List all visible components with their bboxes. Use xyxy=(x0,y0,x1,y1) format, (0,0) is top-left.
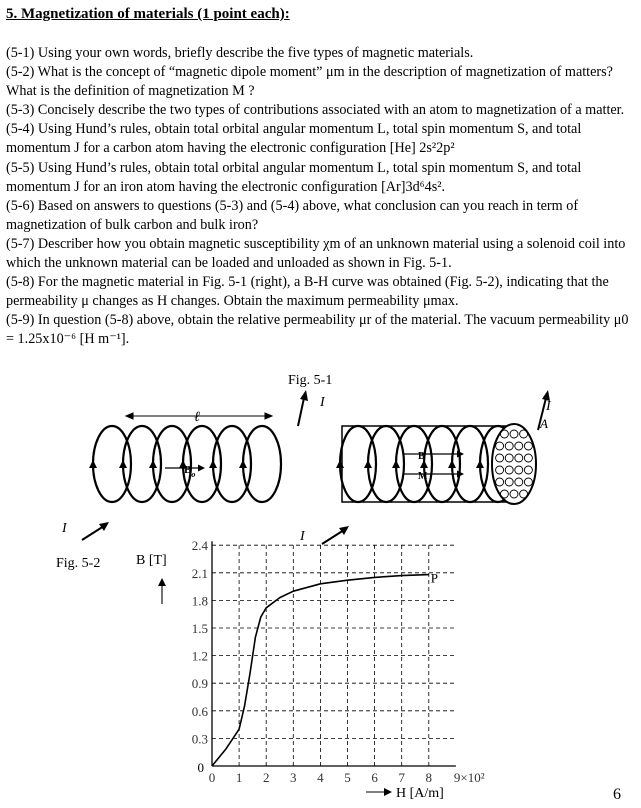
y-tick-label: 2.4 xyxy=(191,540,208,554)
m-label: M xyxy=(418,471,428,482)
bh-curve-chart xyxy=(0,540,641,806)
current-label-left: I xyxy=(62,521,67,536)
x-tick-label: 3 xyxy=(290,770,297,785)
y-tick-label: 0.6 xyxy=(191,703,208,719)
x-axis-label: H [A/m] xyxy=(396,786,444,801)
section-heading: 5. Magnetization of materials (1 point each): xyxy=(6,6,290,22)
current-in-arrow-left xyxy=(82,522,109,540)
question-5-7: (5-7) Describer how you obtain magnetic susceptibility χm of an unknown material using a solenoid coil into which the unknown material can be loaded and unloaded as shown in Fig. 5-1. xyxy=(6,235,626,272)
question-list xyxy=(6,44,636,350)
question-5-5: (5-5) Using Hund’s rules, obtain total orbital angular momentum L, total spin momentum S, and total momentum J for an iron atom having the electronic configuration [Ar]3d⁶4s². xyxy=(6,159,582,195)
x-tick-label: 2 xyxy=(262,770,270,785)
fig2-caption: Fig. 5-2 xyxy=(56,556,101,571)
y-tick-label: 1.2 xyxy=(191,648,208,664)
question-5-1: (5-1) Using your own words, briefly describe the five types of magnetic materials. xyxy=(6,45,474,61)
current-label-right-top: I xyxy=(546,399,551,414)
right-solenoid-coil xyxy=(336,424,536,504)
b-label-right: B xyxy=(418,451,425,462)
y-tick-label: 0.9 xyxy=(191,676,208,692)
question-5-9: (5-9) In question (5-8) above, obtain the relative permeability μr of the material. The vacuum permeability μ0 = 1.25x10⁻⁶ [H m⁻¹]. xyxy=(6,312,629,348)
length-label: ℓ xyxy=(194,410,200,425)
area-label: A xyxy=(540,416,548,431)
coil-turn xyxy=(123,426,161,502)
solenoid-figure xyxy=(0,368,641,546)
coil-turn xyxy=(213,426,251,502)
y-axis-label-arrowhead xyxy=(158,578,166,586)
x-tick-label: 4 xyxy=(317,770,324,785)
question-5-2: (5-2) What is the concept of “magnetic dipole moment” μm in the description of magnetization of matters? What is the definition of magnetization M ? xyxy=(6,64,613,100)
coil-direction-arrowhead xyxy=(239,460,247,468)
x-multiplier-label: 9×10² xyxy=(453,770,485,785)
coil-direction-arrowhead xyxy=(89,460,97,468)
question-5-6: (5-6) Based on answers to questions (5-3) and (5-4) above, what conclusion can you reach in term of magnetization of bulk carbon and bulk iron? xyxy=(6,197,579,233)
y-tick-label: 1.5 xyxy=(191,621,208,636)
x-tick-label: 6 xyxy=(371,770,378,785)
origin-label: 0 xyxy=(197,760,204,775)
question-5-3: (5-3) Concisely describe the two types of contributions associated with an atom to magnetization of a matter. xyxy=(6,102,625,119)
x-axis-label-arrowhead xyxy=(384,788,392,796)
x-tick-label: 7 xyxy=(398,770,405,785)
fig1-caption: Fig. 5-1 xyxy=(288,373,333,388)
question-5-8: (5-8) For the magnetic material in Fig. 5-1 (right), a B-H curve was obtained (Fig. 5-2), indicating that the permeability μ changes as H changes. Obtain the maximum permeability μmax. xyxy=(6,274,609,310)
question-5-4: (5-4) Using Hund’s rules, obtain total orbital angular momentum L, total spin momentum S, and total momentum J for a carbon atom having the electronic configuration [He] 2s²2p² xyxy=(6,121,582,157)
coil-direction-arrowhead xyxy=(209,460,217,468)
point-p-label: P xyxy=(430,570,439,586)
x-tick-label: 5 xyxy=(344,770,351,785)
y-tick-label: 2.1 xyxy=(191,565,208,581)
b0-label: $B_o$ xyxy=(184,464,196,479)
coil-turn xyxy=(243,426,281,502)
coil-direction-arrowhead xyxy=(119,460,127,468)
current-label-right: I xyxy=(300,529,305,544)
x-tick-label: 8 xyxy=(425,770,433,785)
y-tick-label: 0.3 xyxy=(191,731,208,747)
solenoid-end-face xyxy=(492,424,536,504)
current-label-left-top: I xyxy=(320,395,325,410)
y-tick-label: 1.8 xyxy=(191,593,208,609)
current-out-arrow-left xyxy=(298,390,308,426)
x-tick-label: 1 xyxy=(235,770,243,785)
coil-direction-arrowhead xyxy=(149,460,157,468)
y-axis-label: B [T] xyxy=(136,553,167,568)
coil-turn xyxy=(93,426,131,502)
x-tick-label: 0 xyxy=(208,770,216,785)
page-number: 6 xyxy=(613,786,621,803)
